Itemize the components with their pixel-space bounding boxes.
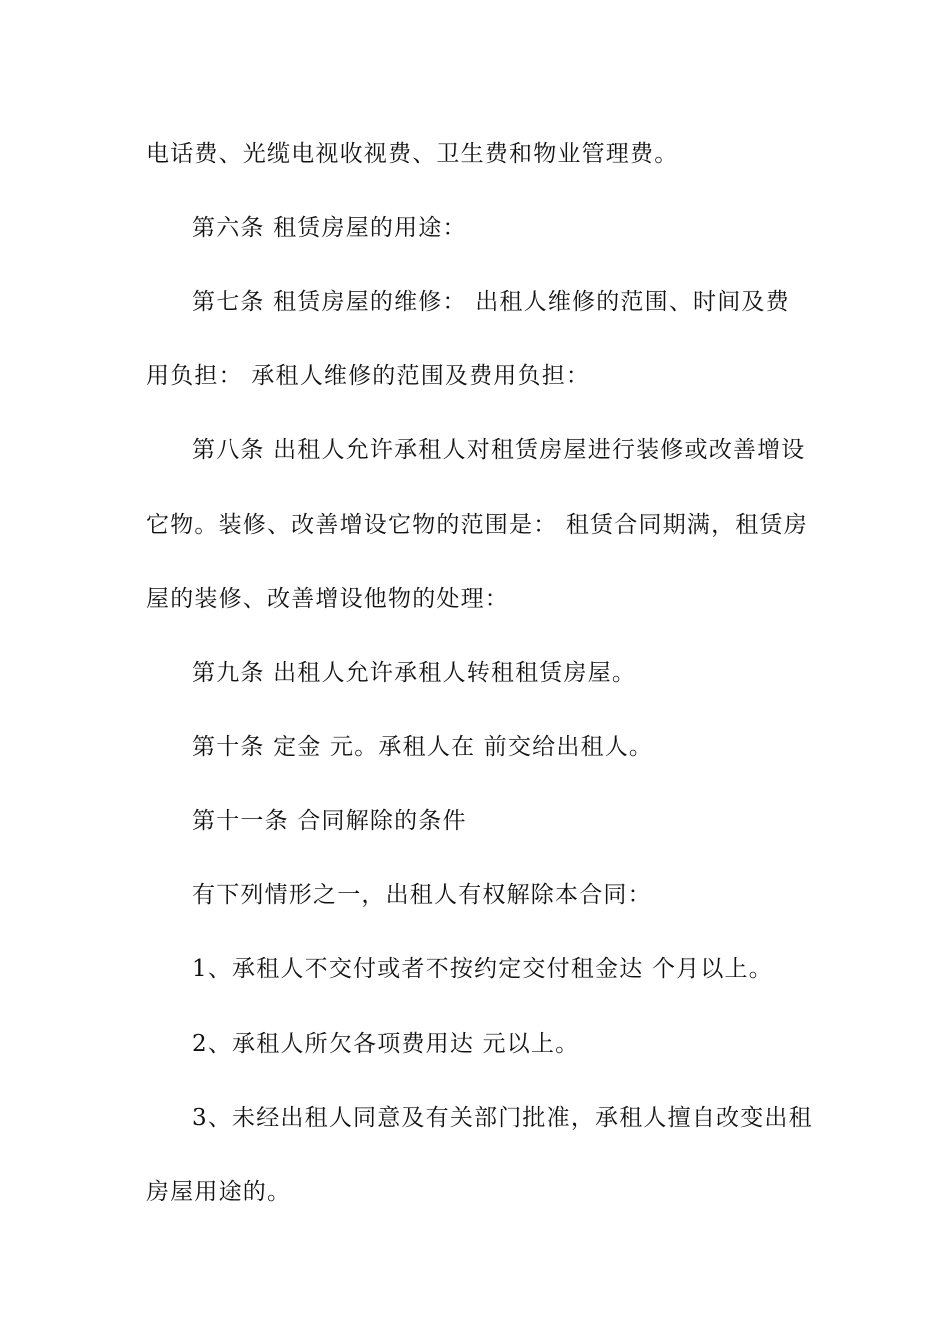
termination-item-2: 2、承租人所欠各项费用达 元以上。 xyxy=(192,1031,580,1057)
termination-item-1: 1、承租人不交付或者不按约定交付租金达 个月以上。 xyxy=(192,956,773,982)
article-8-line-2: 它物。装修、改善增设它物的范围是： 租赁合同期满，租赁房 xyxy=(146,512,808,538)
paragraph-line-fees: 电话费、光缆电视收视费、卫生费和物业管理费。 xyxy=(146,141,679,167)
article-7-line-1: 第七条 租赁房屋的维修： 出租人维修的范围、时间及费 xyxy=(192,289,790,315)
article-10: 第十条 定金 元。承租人在 前交给出租人。 xyxy=(192,734,654,760)
termination-intro: 有下列情形之一，出租人有权解除本合同： xyxy=(192,882,652,908)
article-9: 第九条 出租人允许承租人转租租赁房屋。 xyxy=(192,660,637,686)
article-7-line-2: 用负担： 承租人维修的范围及费用负担： xyxy=(146,363,591,389)
termination-item-3-line-1: 3、未经出租人同意及有关部门批准，承租人擅自改变出租 xyxy=(192,1105,813,1131)
termination-item-3-line-2: 房屋用途的。 xyxy=(146,1179,292,1205)
article-11-heading: 第十一条 合同解除的条件 xyxy=(192,808,467,834)
article-8-line-3: 屋的装修、改善增设他物的处理： xyxy=(146,586,509,612)
article-8-line-1: 第八条 出租人允许承租人对租赁房屋进行装修或改善增设 xyxy=(192,437,806,463)
article-6-heading: 第六条 租赁房屋的用途： xyxy=(192,215,467,241)
